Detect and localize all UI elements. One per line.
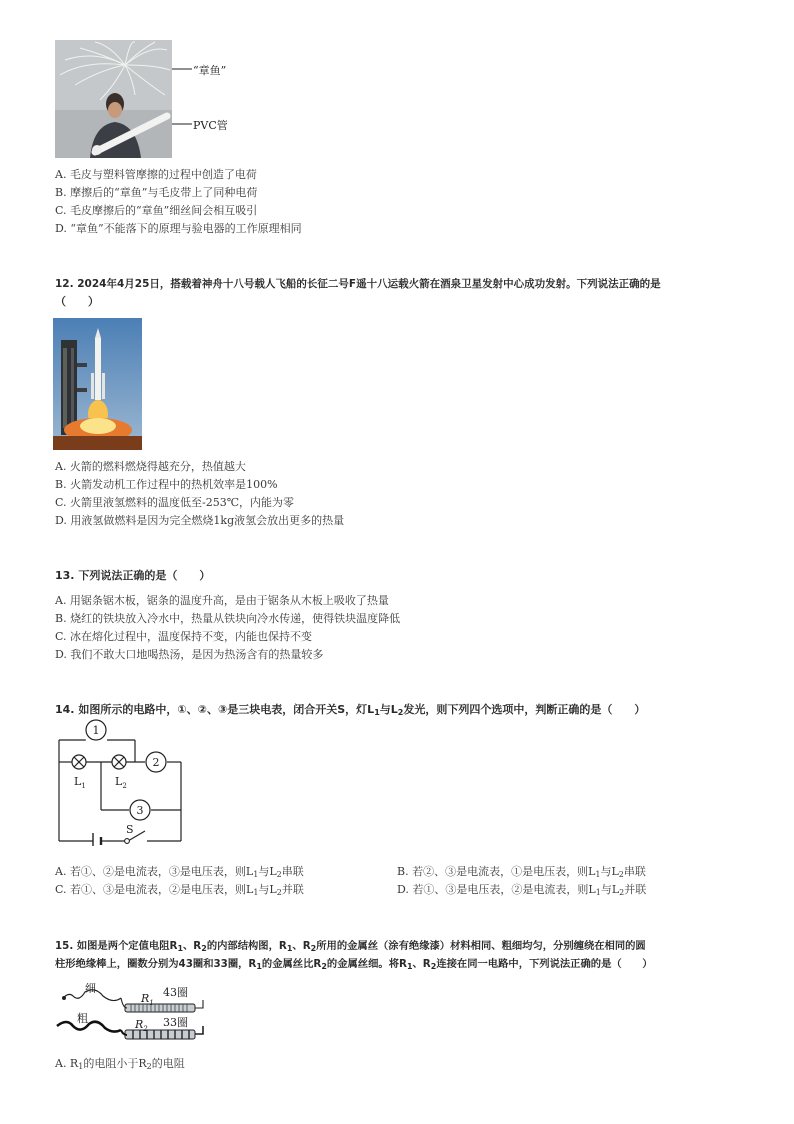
q14-stem: 14. 如图所示的电路中，①、②、③是三块电表，闭合开关S，灯$L_1$与$L_2$发光，则下列四个选项中，判断正确的是（ ）	[55, 703, 646, 717]
thin-label: 细	[85, 982, 96, 995]
thick-label: 粗	[77, 1012, 88, 1025]
q12-option-b[interactable]: B. 火箭发动机工作过程中的热机效率是100%	[55, 478, 278, 491]
octopus-experiment-photo	[55, 40, 172, 158]
q12-option-c[interactable]: C. 火箭里液氢燃料的温度低至-253℃，内能为零	[55, 496, 295, 509]
switch-s-label: S	[126, 823, 134, 836]
q15-stem-line2: 柱形绝缘棒上，圈数分别为43圈和33圈，$R_1$的金属丝比$R_2$的金属丝细。将$R_1$、$R_2$连接在同一电路中，下列说法正确的是（ ）	[55, 958, 653, 971]
meter-3-label: 3	[136, 804, 144, 817]
q15-option-a[interactable]: A. $R_1$的电阻小于$R_2$的电阻	[55, 1057, 185, 1071]
q11-option-a[interactable]: A. 毛皮与塑料管摩擦的过程中创造了电荷	[55, 168, 257, 181]
q13-stem: 13. 下列说法正确的是（ ）	[55, 569, 211, 582]
lamp-l1-label: $L_1$	[74, 775, 86, 790]
q14-circuit-diagram	[55, 718, 190, 846]
switch-s-icon	[125, 839, 130, 844]
q14-option-a[interactable]: A. 若①、②是电流表，③是电压表，则$L_1$与$L_2$串联	[55, 865, 304, 879]
r1-label: $R_1$	[141, 992, 154, 1007]
q14-option-d[interactable]: D. 若①、③是电压表，②是电流表，则$L_1$与$L_2$并联	[397, 883, 647, 897]
q15-stem-line1: 15. 如图是两个定值电阻$R_1$、$R_2$的内部结构图，$R_1$、$R_2$所用的金属丝（涂有绝缘漆）材料相同、粗细均匀，分别缠绕在相同的圆	[55, 940, 646, 953]
q12-option-d[interactable]: D. 用液氢做燃料是因为完全燃烧1kg液氢会放出更多的热量	[55, 514, 345, 527]
q14-option-b[interactable]: B. 若②、③是电流表，①是电压表，则$L_1$与$L_2$串联	[397, 865, 646, 879]
turns-43-label: 43圈	[163, 986, 188, 999]
r2-label: $R_2$	[135, 1018, 148, 1033]
turns-33-label: 33圈	[163, 1016, 188, 1029]
lamp-l1-icon	[72, 755, 86, 769]
q11-option-c[interactable]: C. 毛皮摩擦后的“章鱼”细丝间会相互吸引	[55, 204, 258, 217]
battery-icon	[93, 833, 105, 846]
q14-option-c[interactable]: C. 若①、③是电流表，②是电压表，则$L_1$与$L_2$并联	[55, 883, 304, 897]
q13-option-d[interactable]: D. 我们不敢大口地喝热汤，是因为热汤含有的热量较多	[55, 648, 324, 661]
lamp-l2-label: $L_2$	[115, 775, 127, 790]
q13-option-c[interactable]: C. 冰在熔化过程中，温度保持不变，内能也保持不变	[55, 630, 313, 643]
q12-stem-line1: 12. 2024年4月25日，搭载着神舟十八号载人飞船的长征二号F遥十八运载火箭在酒泉卫星发射中心成功发射。下列说法正确的是	[55, 278, 661, 290]
q13-option-b[interactable]: B. 烧红的铁块放入冷水中，热量从铁块向冷水传递，使得铁块温度降低	[55, 612, 401, 625]
meter-1-label: 1	[92, 724, 100, 737]
q11-option-b[interactable]: B. 摩擦后的“章鱼”与毛皮带上了同种电荷	[55, 186, 258, 199]
pvc-pipe-label: PVC管	[193, 119, 228, 132]
q13-option-a[interactable]: A. 用锯条锯木板，锯条的温度升高，是由于锯条从木板上吸收了热量	[55, 594, 389, 607]
octopus-label: “章鱼”	[193, 64, 227, 77]
rocket-photo-drawing	[53, 318, 142, 450]
lamp-l2-icon	[112, 755, 126, 769]
q12-option-a[interactable]: A. 火箭的燃料燃烧得越充分，热值越大	[55, 460, 246, 473]
rocket-launch-photo	[53, 318, 142, 450]
octopus-photo-drawing	[55, 40, 172, 158]
q15-resistor-diagram	[55, 978, 205, 1046]
q11-option-d[interactable]: D. “章鱼”不能落下的原理与验电器的工作原理相同	[55, 222, 302, 235]
q12-stem-line2: （ ）	[55, 295, 99, 308]
meter-2-label: 2	[152, 756, 160, 769]
